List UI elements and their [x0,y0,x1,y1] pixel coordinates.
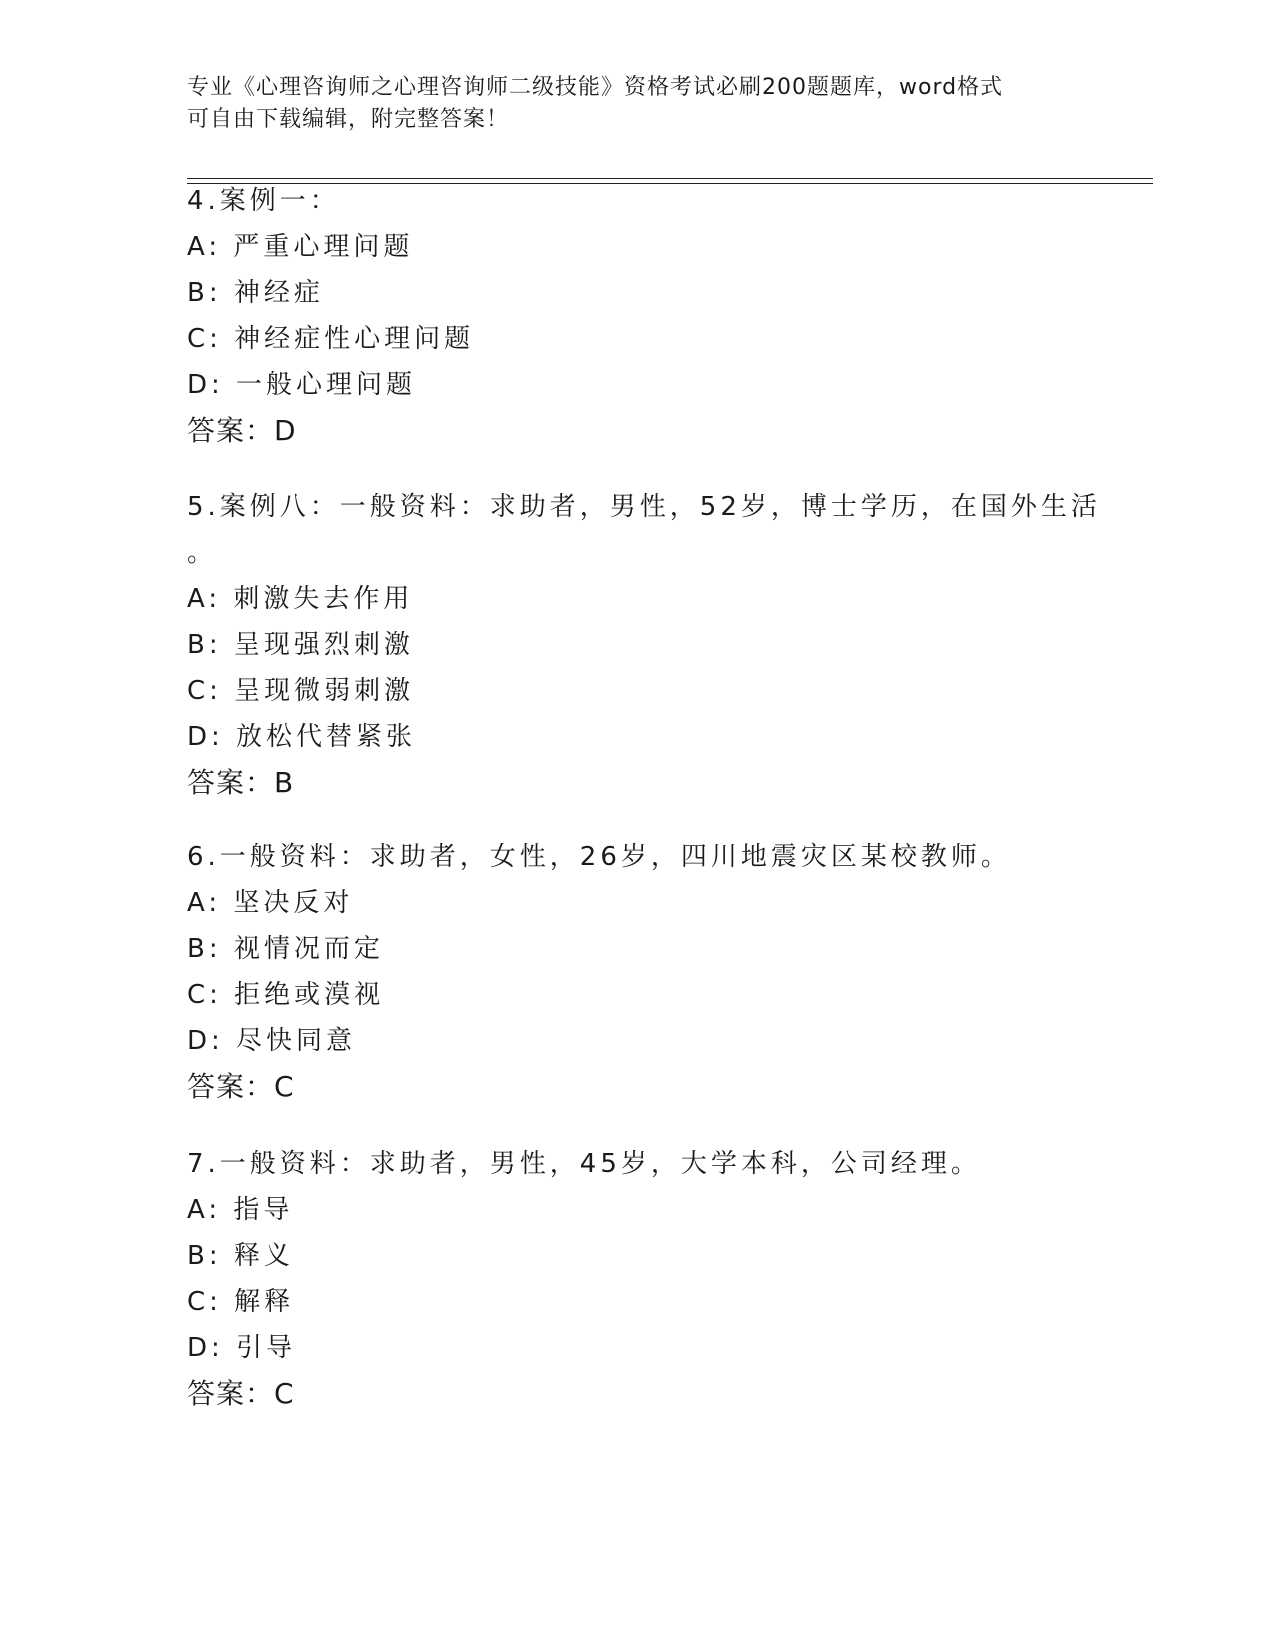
question-4 [187,178,1067,454]
question-5 [187,484,1101,806]
option-d: D: 引导 [187,1333,297,1363]
option-a: A: 严重心理问题 [187,232,414,262]
header-line-1: 专业《心理咨询师之心理咨询师二级技能》资格考试必刷200题题库，word格式 [187,75,1004,100]
answer-label: 答案：C [187,1377,295,1410]
option-c: C: 呈现微弱刺激 [187,676,415,706]
answer-label: 答案：B [187,766,295,799]
question-stem: 5.案例八：一般资料：求助者，男性，52岁，博士学历，在国外生活 [187,492,1101,522]
option-b: B: 视情况而定 [187,934,384,964]
option-a: A: 坚决反对 [187,888,354,918]
question-6 [187,834,1067,1110]
option-a: A: 刺激失去作用 [187,584,414,614]
question-7 [187,1141,1067,1417]
question-stem: 6.一般资料：求助者，女性，26岁，四川地震灾区某校教师。 [187,842,1011,872]
header-line-2: 可自由下载编辑，附完整答案！ [187,107,510,132]
option-c: C: 解释 [187,1287,295,1317]
option-b: B: 神经症 [187,278,324,308]
option-b: B: 呈现强烈刺激 [187,630,414,660]
question-stem: 4.案例一： [187,186,340,216]
option-c: C: 拒绝或漠视 [187,980,385,1010]
answer-label: 答案：D [187,414,297,447]
option-c: C: 神经症性心理问题 [187,324,475,354]
option-d: D: 尽快同意 [187,1026,357,1056]
document-header [187,72,1067,136]
option-a: A: 指导 [187,1195,294,1225]
question-stem-continuation: 。 [187,538,218,568]
option-d: D: 一般心理问题 [187,370,417,400]
question-stem: 7.一般资料：求助者，男性，45岁，大学本科，公司经理。 [187,1149,981,1179]
option-d: D: 放松代替紧张 [187,722,417,752]
answer-label: 答案：C [187,1070,295,1103]
option-b: B: 释义 [187,1241,294,1271]
